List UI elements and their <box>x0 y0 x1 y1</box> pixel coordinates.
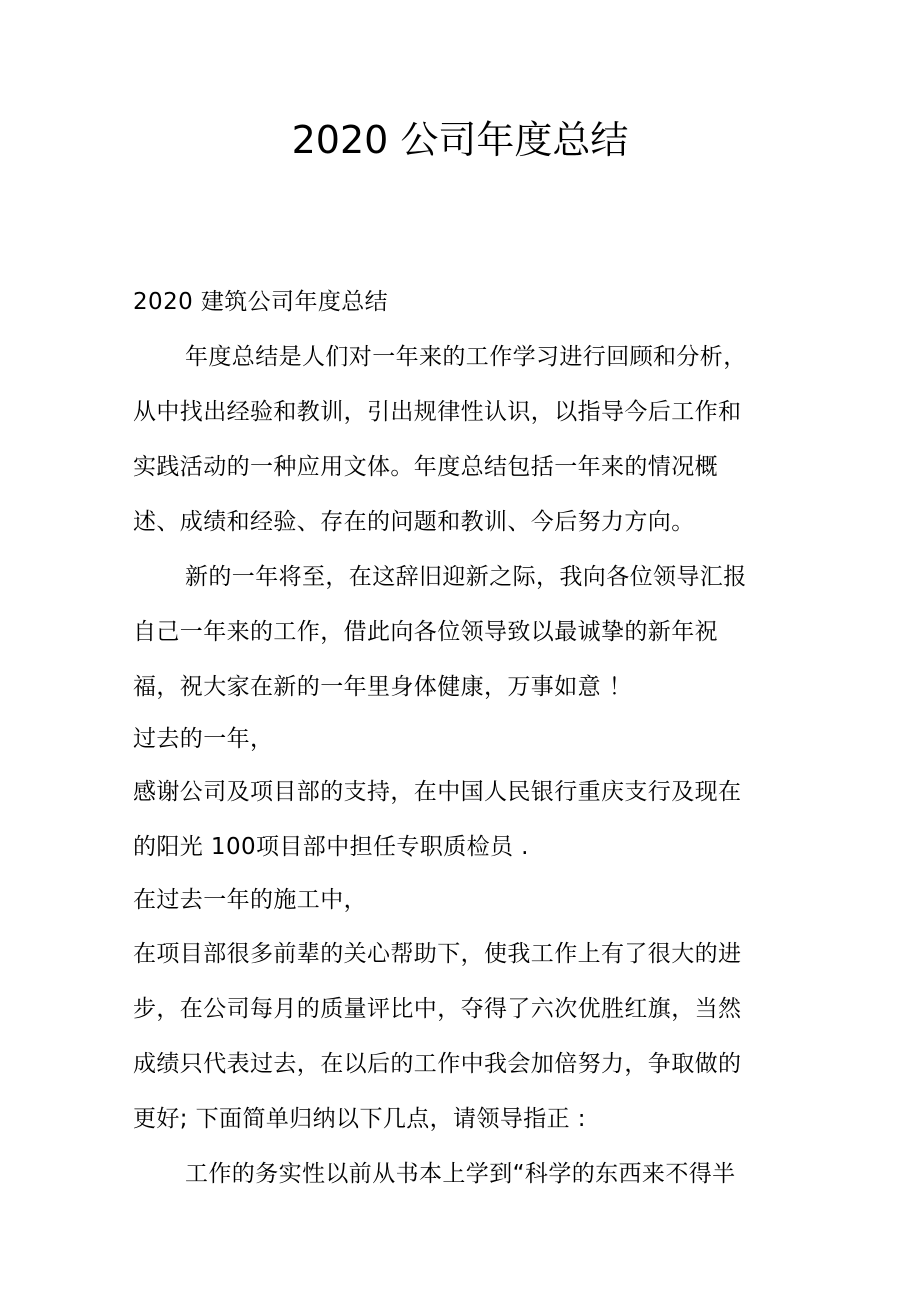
paragraph-line: 实践活动的一种应用文体。年度总结包括一年来的情况概 <box>133 454 718 480</box>
document-subtitle: 2020 建筑公司年度总结 <box>133 289 389 315</box>
paragraph-line: 工作的务实性以前从书本上学到“科学的东西来不得半 <box>185 1161 736 1187</box>
paragraph-line: 的阳光 100项目部中担任专职质检员 . <box>133 834 529 860</box>
paragraph-line: 成绩只代表过去，在以后的工作中我会加倍努力，争取做的 <box>133 1051 742 1077</box>
paragraph-line: 更好; 下面简单归纳以下几点，请领导指正 : <box>133 1106 586 1132</box>
paragraph-line: 步，在公司每月的质量评比中，夺得了六次优胜红旗，当然 <box>133 996 742 1022</box>
paragraph-line: 新的一年将至，在这辞旧迎新之际，我向各位领导汇报 <box>185 564 747 590</box>
paragraph-line: 在项目部很多前辈的关心帮助下，使我工作上有了很大的进 <box>133 941 742 967</box>
paragraph-line: 在过去一年的施工中， <box>133 887 367 913</box>
paragraph-line: 述、成绩和经验、存在的问题和教训、今后努力方向。 <box>133 509 695 535</box>
paragraph-line: 感谢公司及项目部的支持，在中国人民银行重庆支行及现在 <box>133 779 742 805</box>
paragraph-line: 年度总结是人们对一年来的工作学习进行回顾和分析， <box>185 344 747 370</box>
paragraph-line: 从中找出经验和教训，引出规律性认识，以指导今后工作和 <box>133 399 742 425</box>
paragraph-line: 自己一年来的工作，借此向各位领导致以最诚挚的新年祝 <box>133 619 718 645</box>
paragraph-line: 过去的一年， <box>133 726 274 752</box>
paragraph-line: 福，祝大家在新的一年里身体健康，万事如意 ！ <box>133 674 633 700</box>
document-title: 2020 公司年度总结 <box>291 118 629 162</box>
